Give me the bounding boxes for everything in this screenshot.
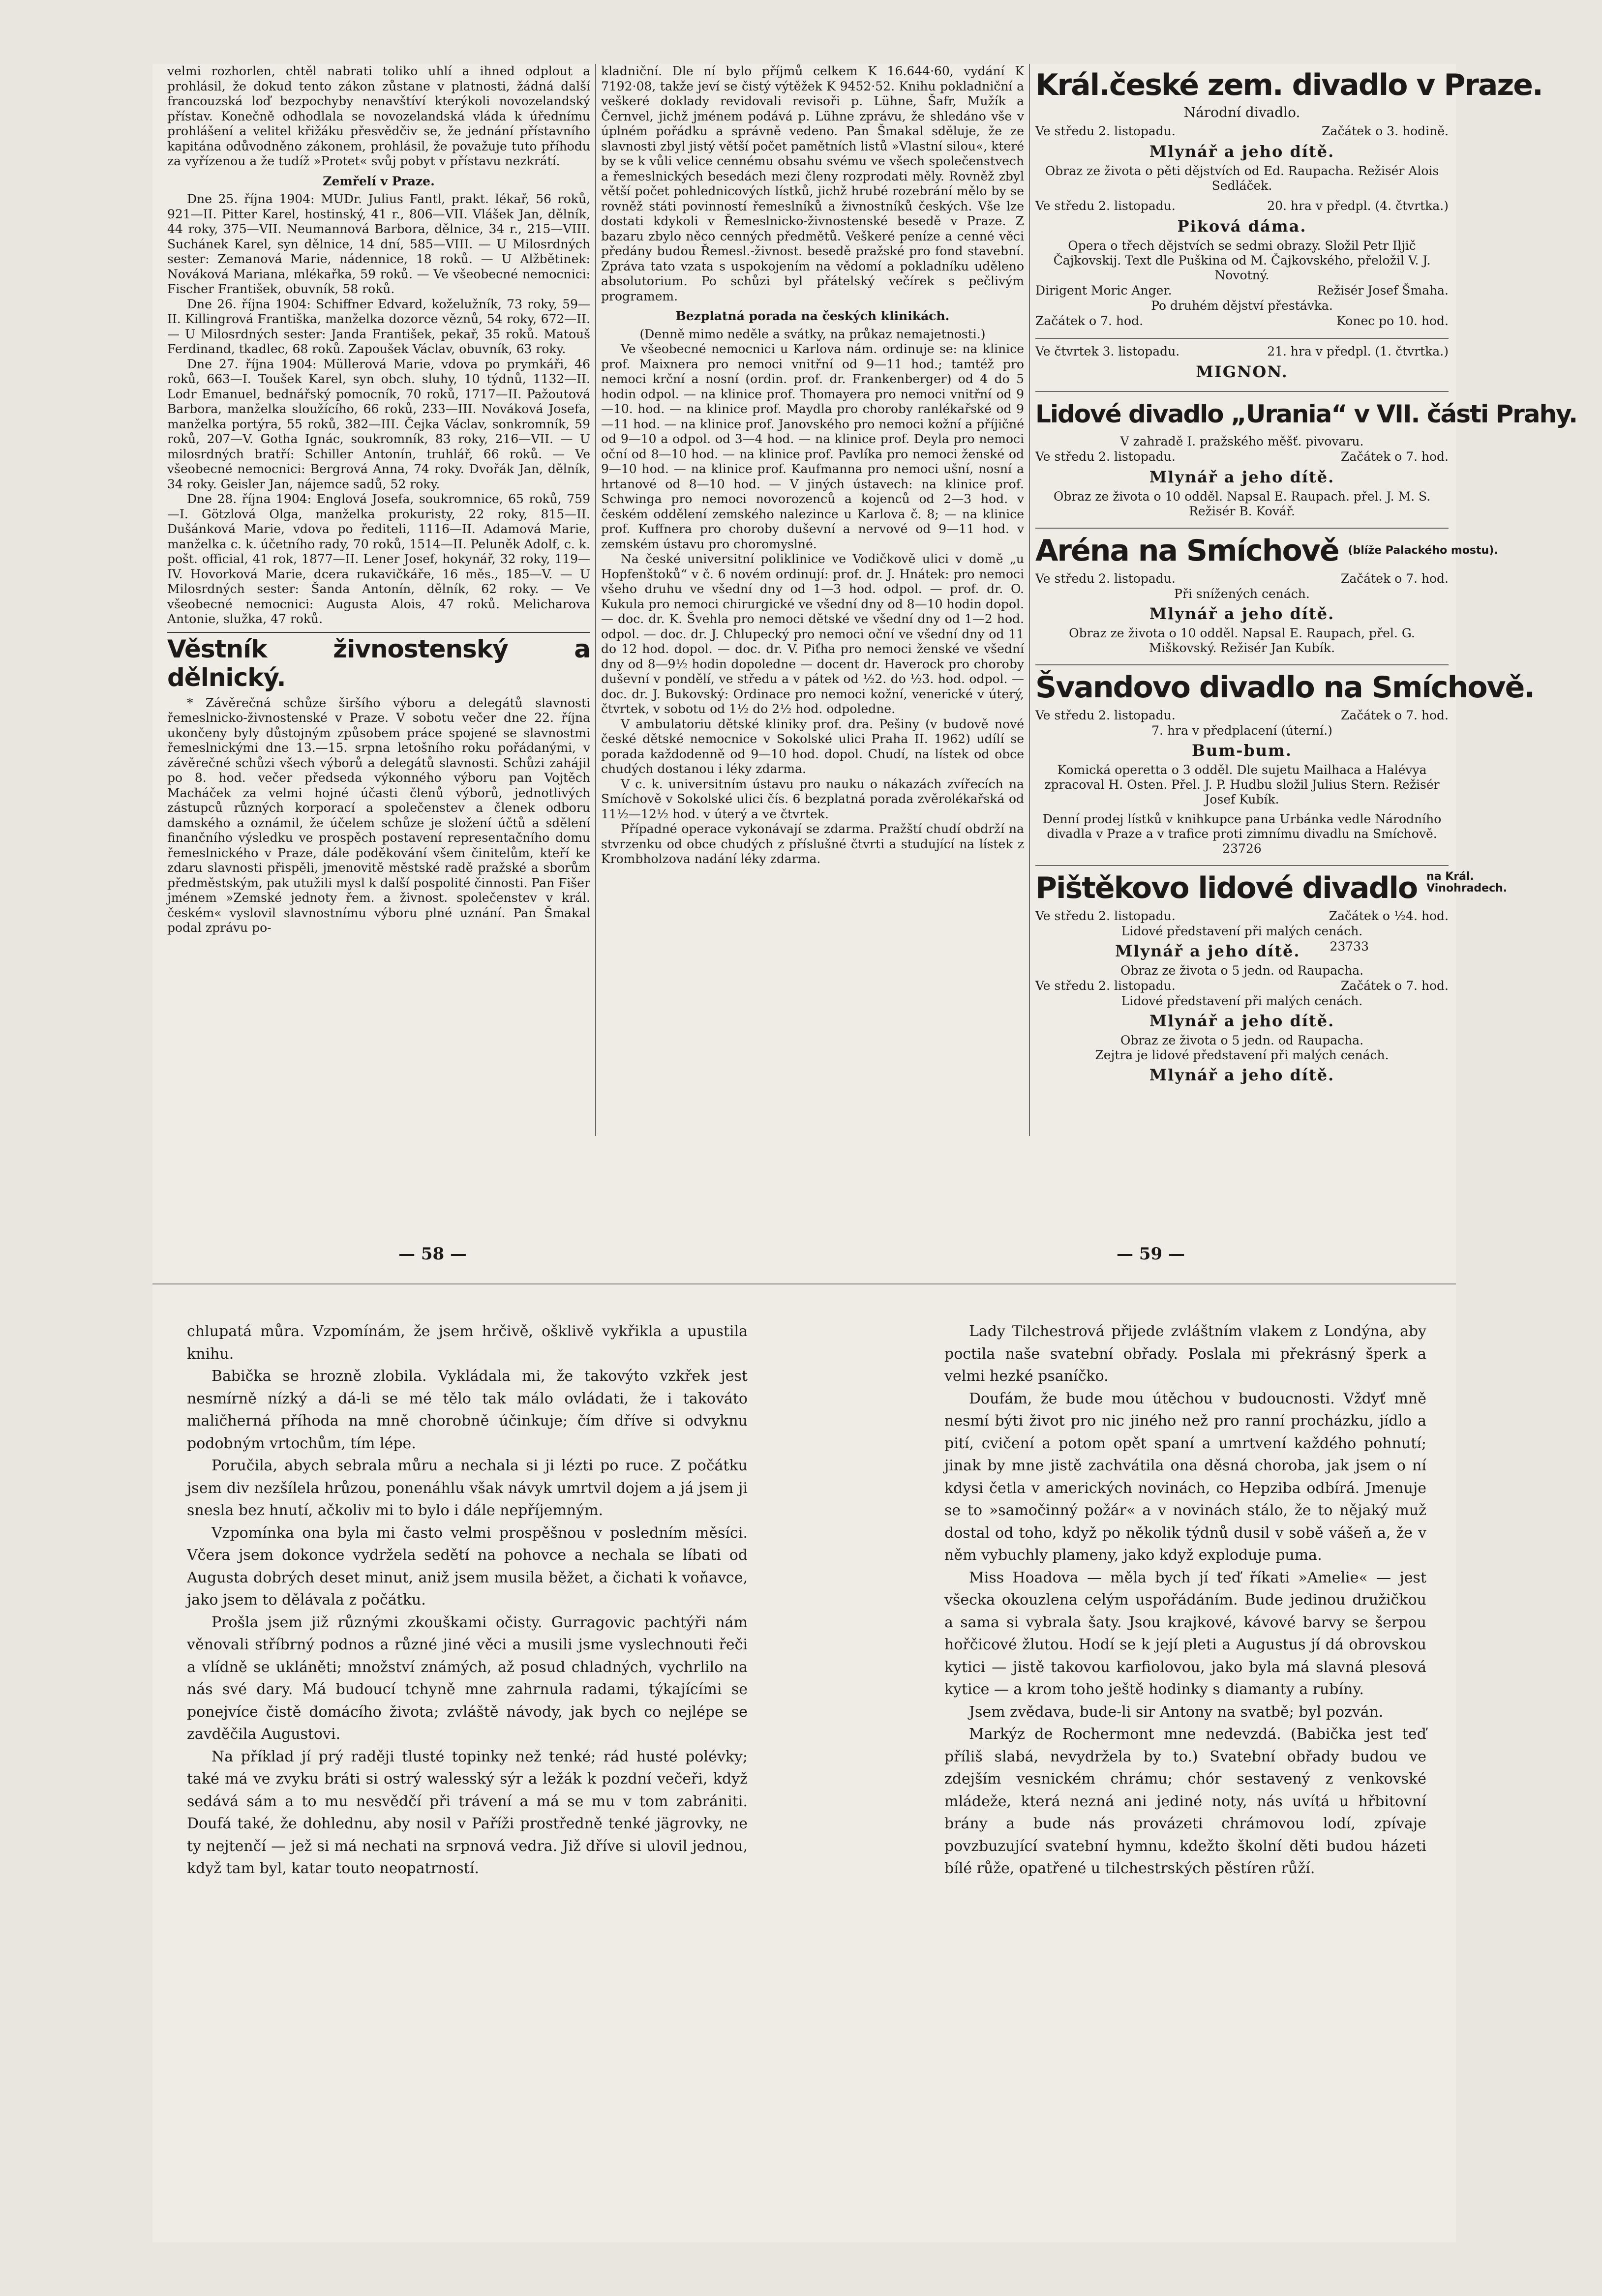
theatre-subtitle: V zahradě I. pražského měšť. pivovaru. — [1120, 434, 1364, 448]
programme-end: Konec po 10. hod. — [1336, 313, 1449, 328]
theatre-subtitle: Národní divadlo. — [1183, 104, 1300, 120]
programme-time: Začátek o 7. hod. — [1340, 571, 1449, 586]
novel-paragraph: Doufám, že bude mou útěchou v budoucnosti. Vždyť mně nesmí býti život pro nic jiného než pro ranní procházku, jídlo a pití, cvičení a potom opět spaní a umrtvení každého pohnutí; jinak by mne jistě zachvátila ona děsná choroba, jak jsem o ní kdysi četla v amerických novinách, co Hepziba odbírá. Jmenuje se to »samočinný požár« a v novinách stálo, že to nějaký muž dostal od toho, když po několik týdnů dusil v sobě vášeň a, že v něm vybuchly plameny, jako když exploduje puma. — [944, 1390, 1426, 1564]
section-heading-trade: Věstník živnostenský a dělnický. — [167, 632, 590, 692]
programme-date: Ve středu 2. listopadu. — [1035, 978, 1176, 993]
play-title: Mlynář a jeho dítě. — [1115, 941, 1300, 960]
novel-paragraph: chlupatá můra. Vzpomínám, že jsem hrčivě, ošklivě vykřikla a upustila knihu. — [187, 1323, 748, 1363]
clinics-paragraph: Případné operace vykonávají se zdarma. Pražští chudí obdrží na stvrzenku od obce chudých z příslušné čtvrti a studující na lístek z Krombholzova nadání léky zdarma. — [601, 822, 1024, 866]
programme-row — [1035, 978, 1449, 994]
play-cast: Obraz ze života o pěti dějstvích od Ed. Raupacha. Režisér Alois Sedláček. — [1045, 163, 1439, 193]
novel-paragraph: Lady Tilchestrová přijede zvláštním vlakem z Londýna, aby poctila naše svatební obřady. Poslala mi překrásný šperk a velmi hezké psaníčko. — [944, 1323, 1426, 1385]
theatre-name: Pištěkovo lidové divadlo — [1035, 870, 1418, 905]
ad-number: 23733 — [1330, 939, 1369, 954]
play-title: MIGNON. — [1196, 362, 1288, 381]
programme-time: Začátek o 3. hodině. — [1322, 123, 1449, 138]
programme-row — [1035, 939, 1449, 963]
play-cast: Obraz ze života o 5 jedn. od Raupacha. — [1120, 963, 1364, 978]
column-theatres — [1035, 64, 1577, 1087]
programme-date: Ve středu 2. listopadu. — [1035, 123, 1176, 138]
novel-paragraph: Vzpomínka ona byla mi často velmi prospěšnou v posledním měsíci. Včera jsem dokonce vydržela sedětí na pohovce a nechala se líbati od Augusta dobrých deset minut, aniž jsem musila běžet, a čichati k voňavce, jako jsem to dělávala z počátku. — [187, 1524, 748, 1609]
novel-paragraph: Miss Hoadova — měla bych jí teď říkati »Amelie« — jest všecka okouzlena celým uspořádáním. Bude jedinou družičkou a sama si vybrala šaty. Jsou krajkové, kávové barvy se šerpou hořčicové žlutou. Hodí se k její pleti a Augustus jí dá obrovskou kytici — jistě takovou karfiolovou, jako byla má slavná plesová kytice — a krom toho ještě hodinky s diamanty a rubíny. — [944, 1569, 1426, 1698]
novel-paragraph: Markýz de Rochermont mne nedevzdá. (Babička jest teď příliš slabá, nevydržela by to.) Svatební obřady budou ve zdejším vesnickém chrámu; chór sestavený z venkovské mládeže, která nezná ani jediné noty, nás uvítá u hřbitovní brány a bude nás provázeti chrámovou lodí, zpívaje povzbuzující svatební hymnu, kdežto školní děti budou házeti bílé růže, opatřené u tilchestrských pěstíren růží. — [944, 1726, 1426, 1877]
programme-row — [1035, 313, 1449, 329]
page-number-right: — 59 — — [1117, 1244, 1185, 1264]
conductor: Dirigent Moric Anger. — [1035, 283, 1172, 298]
programme-row — [1035, 571, 1449, 587]
theatre-title-national: Král.české zem. divadlo v Praze. — [1035, 68, 1542, 102]
programme-time: Začátek o ½4. hod. — [1329, 908, 1449, 923]
programme-row — [1035, 908, 1449, 924]
article-continuation: kladniční. Dle ní bylo příjmů celkem K 16.644·60, vydání K 7192·08, takže jeví se čistý výtěžek K 9452·52. Knihu pokladniční a veškeré doklady revidovali revisoři p. Lühne, Šafr, Mužík a Černvel, jichž jménem podává p. Lühne zprávu, že shledáno vše v úplném pořádku a správně vedeno. Pan Šmakal sděluje, že ze slavnosti zbyl jistý větší počet pamětních listů »Vlastní silou«, které by se k vůli velice cennému obsahu svému ve všech společenstvech a řemeslnických besedách mezi členy rozprodati měly. Rovněž zbyl větší počet pohlednicových lístků, jichž hrubé rozebrání mělo by se rovněž státi povinností řemeslníků a živnostníků českých. Vše lze dostati kdykoli v Řemeslnicko-živnostenské besedě v Praze. Z bazaru zbylo něco cenných předmětů. Veškeré peníze a cenné věci předány budou Řemesl.-živnost. besedě pražské pro fond stavební. Zpráva tato vzata s uspokojením na vědomí a pokladníku uděleno absolutorium. Po schůzi byl přátelský večírek s pečlivým programem. — [601, 64, 1024, 303]
programme-note: Zejtra je lidové představení při malých cenách. — [1095, 1047, 1389, 1062]
theatre-location-note: (blíže Palackého mostu). — [1348, 544, 1498, 557]
play-title: Bum-bum. — [1191, 741, 1293, 760]
column-middle — [601, 64, 1024, 867]
novel-top-rule — [152, 1283, 1456, 1284]
theatre-title-pistek — [1035, 870, 1508, 905]
programme-note: Lidové představení při malých cenách. — [1121, 993, 1363, 1008]
ad-number: 23726 — [1222, 841, 1262, 856]
page-number-left: — 58 — — [398, 1244, 467, 1264]
programme-info: 21. hra v předpl. (1. čtvrtka.) — [1267, 344, 1449, 358]
programme-date: Ve čtvrtek 3. listopadu. — [1035, 344, 1180, 358]
programme-row — [1035, 198, 1449, 214]
intermission-note: Po druhém dějství přestávka. — [1151, 298, 1333, 313]
play-title: Mlynář a jeho dítě. — [1149, 604, 1335, 623]
play-title: Mlynář a jeho dítě. — [1149, 1011, 1335, 1030]
programme-note: 7. hra v předplacení (úterní.) — [1151, 723, 1332, 738]
programme-time: Začátek o 7. hod. — [1340, 978, 1449, 993]
director: Režisér Josef Šmaha. — [1317, 283, 1449, 298]
play-title: Piková dáma. — [1177, 216, 1307, 236]
deaths-entry: Dne 26. října 1904: Schiffner Edvard, koželužník, 73 roky, 59—II. Killingrová Františka, manželka dozorce věznů, 54 roky, 672—II. — U Milosrdných sester: Janda František, pekař, 35 roků. Matouš Ferdinand, tkadlec, 68 roků. Zapoušek Václav, obuvník, 63 roky. — [167, 297, 590, 356]
programme-time: Začátek o 7. hod. — [1340, 449, 1449, 464]
separator — [1035, 865, 1449, 866]
ticket-sale-text: Denní prodej lístků v knihkupce pana Urbánka vedle Národního divadla v Praze a v trafice proti zimnímu divadlu na Smíchově. — [1042, 811, 1442, 841]
newspaper-page — [152, 64, 1577, 2242]
play-cast: Obraz ze života o 10 odděl. Napsal E. Raupach, přel. G. Miškovský. Režisér Jan Kubík. — [1069, 626, 1415, 655]
programme-row — [1035, 708, 1449, 723]
play-cast: Obraz ze života o 5 jedn. od Raupacha. — [1120, 1033, 1364, 1047]
trade-article: * Závěrečná schůze širšího výboru a delegátů slavnosti řemeslnicko-živnostenské v Praze. V sobotu večer dne 22. října ukončeny byly důstojným způsobem práce spojené se slavnostmi řemeslnickými dne 13.—15. srpna letošního roku pořádanými, v závěrečné schůzi všech výborů a delegátů slavnosti. Schůzi zahájil po 8. hod. večer předseda výkonného výboru pan Vojtěch Macháček za velmi hojné účasti členů výborů, jednotlivých zástupců různých korporací a společenstev a členek odboru damského a oznámil, že účelem schůze je složení účtů a sdělení finančního výsledku ve prospěch postavení representačního domu řemeslnického v Praze, dále poděkování všem činitelům, kteří ke zdaru slavnosti přispěli, jmenovitě městské radě pražské a sborům předměstským, pak utužili mysl k další pospolité činnosti. Pan Fišer jménem »Zemské jednoty řem. a živnost. společenstev v král. českém« vyslovil slavnostnímu výboru plné uznání. Pan Šmakal podal zprávu po- — [167, 695, 590, 935]
novel-paragraph: Jsem zvědava, bude-li sir Antony na svatbě; byl pozván. — [969, 1703, 1384, 1721]
column-divider — [595, 64, 596, 1136]
deaths-entry: Dne 28. října 1904: Englová Josefa, soukromnice, 65 roků, 759—I. Götzlová Olga, manželka prokuristy, 22 roky, 815—II. Dušánková Marie, vdova po řediteli, 1116—II. Adamová Marie, manželka c. k. účetního rady, 70 roků, 1514—II. Peluněk Adolf, c. k. pošt. official, 41 rok, 1877—II. Lener Josef, hokynář, 32 roky, 119—IV. Hovorková Marie, dcera rukavičkáře, 16 měs., 185—V. — U Milosrdných sester: Šanda Antonín, dělník, 62 roky. — Ve všeobecné nemocnici: Augusta Alois, 47 roků. Melicharova Antonie, služka, 47 roků. — [167, 492, 590, 626]
programme-date: Ve středu 2. listopadu. — [1035, 708, 1176, 722]
novel-paragraph: Babička se hrozně zlobila. Vykládala mi, že takovýto vzkřek jest nesmírně nízký a dá-li se mé tělo tak málo ovládati, že i takováto maličherná příhoda na mně chorobně účinkuje; čím dříve si odvyknu podobným vrtochům, tím lépe. — [187, 1368, 748, 1452]
novel-page-left — [187, 1320, 748, 1880]
play-cast: Obraz ze života o 10 odděl. Napsal E. Raupach. přel. J. M. S. Režisér B. Kovář. — [1053, 489, 1431, 518]
novel-paragraph: Na příklad jí prý raději tlusté topinky než tenké; rád husté polévky; také má ve zvyku bráti si ostrý walesský sýr a ležák k pozdní večeři, když sedává sám a to mu nesvědčí při trávení a má se mu v tom zabrániti. Doufá také, že dohlednu, aby nosil v Paříži prostředně tenké jägrovky, ne ty nejtenčí — jež si má nechati na srpnová vedra. Již dříve si ulovil jednou, když tam byl, katar touto neopatrností. — [187, 1748, 748, 1877]
article-continuation: velmi rozhorlen, chtěl nabrati toliko uhlí a ihned odplout a prohlásil, že dokud tento zákon zůstane v platnosti, žádná další francouzská loď bezpochyby nenavštíví kterýkoli novozelandský přístav. Konečně odhodlala se novozelandská vláda k úřednímu prohlášení a velitel křižáku přesvědčiv se, že jednání přístavního kapitána odůvodněno zákonem, prohlásil, že považuje tuto příhodu za vyřízenou a že tudíž »Protet« svůj pobyt v přístavu nezkrátí. — [167, 64, 590, 168]
novel-paragraph: Prošla jsem již různými zkouškami očisty. Gurragovic pachtýři nám věnovali stříbrný podnos a různé jiné věci a musili jsme vyslechnouti řeči a vlídně se ukláněti; množství známých, až posud chladných, vychrlilo na nás své dary. Má budoucí tchyně mne zahrnula radami, týkajícími se ponejvíce čistě domácího života; zvláště návody, jak bych co nejlépe se zavděčila Augustovi. — [187, 1613, 748, 1743]
programme-start: Začátek o 7. hod. — [1035, 313, 1144, 328]
programme-date: Ve středu 2. listopadu. — [1035, 198, 1176, 213]
programme-note: Lidové představení při malých cenách. — [1121, 924, 1363, 938]
separator — [1035, 528, 1449, 529]
clinics-heading: Bezplatná porada na českých klinikách. — [675, 309, 950, 323]
programme-row — [1035, 123, 1449, 139]
theatre-name: Aréna na Smíchově — [1035, 533, 1339, 568]
theatre-title-svanda: Švandovo divadlo na Smíchově. — [1035, 670, 1535, 705]
separator — [1035, 391, 1449, 392]
deaths-entry: Dne 27. října 1904: Müllerová Marie, vdova po prymkáři, 46 roků, 663—I. Toušek Karel, syn obch. sluhy, 10 týdnů, 1132—II. Lodr Emanuel, bednářský pomocník, 70 roků, 1717—II. Pažoutová Barbora, manželka sloužícího, 66 roků, 233—III. Nováková Josefa, manželka portýra, 55 roků, 382—III. Čejka Václav, sonkromník, 59 roků, 207—V. Gotha Ignác, soukromník, 83 roky, 216—VII. — U milosrdných bratří: Schiller Antonín, truhlář, 66 roků. — Ve všeobecné nemocnici: Bergrová Anna, 74 roky. Dvořák Jan, dělník, 34 roky. Geisler Jan, nájemce sadů, 52 roky. — [167, 357, 590, 491]
play-title: Mlynář a jeho dítě. — [1149, 142, 1335, 161]
novel-paragraph: Poručila, abych sebrala můru a nechala si ji lézti po ruce. Z počátku jsem div nezšílela hrůzou, ponenáhlu však návyk umrtvil dojem a já jsem ji snesla bez hnutí, ačkoliv mi to bylo i dále nepříjemným. — [187, 1457, 748, 1519]
theatre-location-note: na Král. Vinohradech. — [1426, 870, 1508, 895]
programme-date: Ve středu 2. listopadu. — [1035, 571, 1176, 586]
separator — [1035, 664, 1449, 665]
programme-info: 20. hra v předpl. (4. čtvrtka.) — [1267, 198, 1449, 213]
programme-note: Při snížených cenách. — [1174, 586, 1310, 601]
ticket-sale-note — [1035, 812, 1449, 856]
clinics-paragraph: V c. k. universitním ústavu pro nauku o nákazách zvířecích na Smíchově v Sokolské ulici čís. 6 bezplatná porada zvěrolékařská od 11½—12½ hod. v úterý a ve čtvrtek. — [601, 776, 1024, 821]
novel-page-right — [944, 1320, 1426, 1880]
deaths-heading: Zemřelí v Praze. — [323, 174, 435, 188]
deaths-entry: Dne 25. října 1904: MUDr. Julius Fantl, prakt. lékař, 56 roků, 921—II. Pitter Karel, hostinský, 41 r., 806—VII. Vlášek Jan, dělník, 44 roky, 375—VII. Neumannová Barbora, dělnice, 34 r., 215—VIII. Suchánek Karel, syn dělnice, 14 dní, 585—VIII. — U Milosrdných sester: Zemanová Marie, nádennice, 18 roků. — U Alžbětinek: Nováková Mariana, mlékařka, 59 roků. — Ve všeobecné nemocnici: Fischer František, obuvník, 58 roků. — [167, 192, 590, 296]
play-title: Mlynář a jeho dítě. — [1149, 467, 1335, 486]
clinics-paragraph: V ambulatoriu dětské kliniky prof. dra. Pešiny (v budově nové české dětské nemocnice v Sokolské ulici Praha II. 1962) udílí se porada každodenně od 9—10 hod. dopol. Chudí, na lístek od obce chudých dostanou i léky zdarma. — [601, 716, 1024, 776]
clinics-paragraph: Ve všeobecné nemocnici u Karlova nám. ordinuje se: na klinice prof. Maixnera pro nemoci vnitřní od 9—11 hod.; tamtéž pro nemoci krční a nosní (ordin. prof. dr. Frankenberger) od 4 do 5 hodin odpol. — na klinice prof. Thomayera pro nemoci vnitřní od 9—10. hod. — na klinice prof. Maydla pro choroby ranlékařské od 9—11 hod. — na klinice prof. Janovského pro nemoci kožní a příjičné od 9—10 a odpol. od 3—4 hod. — na klinice prof. Deyla pro nemoci oční od 8—10 hod. — na klinice prof. Pavlíka pro nemoci ženské od 9—10 hod. — na klinice prof. Kaufmanna pro nemoci ušní, nosní a hrtanové od 8—10 hod. — V jiných ústavech: na klinice prof. Schwinga pro nemoci novorozenců a kojenců od 2—3 hod. v českém oddělení zemského nalezince u Karlova č. 8; — na klinice prof. Kuffnera pro choroby duševní a nervové od 9—11 hod. v zemském ústavu pro choromyslné. — [601, 342, 1024, 551]
theatre-title-urania: Lidové divadlo „Urania“ v VII. části Prahy. — [1035, 399, 1577, 428]
column-left — [167, 64, 590, 936]
separator — [1035, 338, 1449, 339]
play-cast: Opera o třech dějstvích se sedmi obrazy. Složil Petr Iljič Čajkovskij. Text dle Puškina od M. Čajkovského, přeložil V. J. Novotný. — [1053, 238, 1431, 282]
play-title: Mlynář a jeho dítě. — [1149, 1065, 1335, 1084]
programme-date: Ve středu 2. listopadu. — [1035, 449, 1176, 464]
programme-row — [1035, 344, 1449, 359]
programme-row — [1035, 449, 1449, 465]
theatre-title-arena — [1035, 533, 1498, 568]
programme-row — [1035, 283, 1449, 298]
programme-time: Začátek o 7. hod. — [1340, 708, 1449, 722]
clinics-paragraph: Na české universitní poliklinice ve Vodičkově ulici v domě „u Hopfenštoků“ v č. 6 novém ordinují: prof. dr. J. Hnátek: pro nemoci všeho druhu ve všední dny od 1—3 hod. odpol. — prof. dr. O. Kukula pro nemoci chirurgické ve všední dny od 8—10 hodin dopol. — doc. dr. K. Švehla pro nemoci dětské ve všední dny od 1—2 hod. odpol. — doc. dr. J. Chlupecký pro nemoci oční ve všední dny od 11 do 12 hod. dopol. — doc. dr. V. Piťha pro nemoci ženské ve všední dny od 8—9½ hodin dopoledne — docent dr. Haverock pro choroby duševní v pondělí, ve středu a v pátek od ½2. do ½3. hod. odpol. — doc. dr. J. Bukovský: Ordinace pro nemoci kožní, venerické v úterý, čtvrtek, v sobotu od 1½ do 2½ hod. odpoledne. — [601, 552, 1024, 716]
clinics-subheading: (Denně mimo neděle a svátky, na průkaz nemajetnosti.) — [639, 327, 986, 341]
column-divider — [1029, 64, 1030, 1136]
programme-date: Ve středu 2. listopadu. — [1035, 908, 1176, 923]
play-cast: Komická operetta o 3 odděl. Dle sujetu Mailhaca a Halévya zpracoval H. Osten. Přel. J. P. Hudbu složil Julius Stern. Režisér Josef Kubík. — [1044, 762, 1440, 806]
